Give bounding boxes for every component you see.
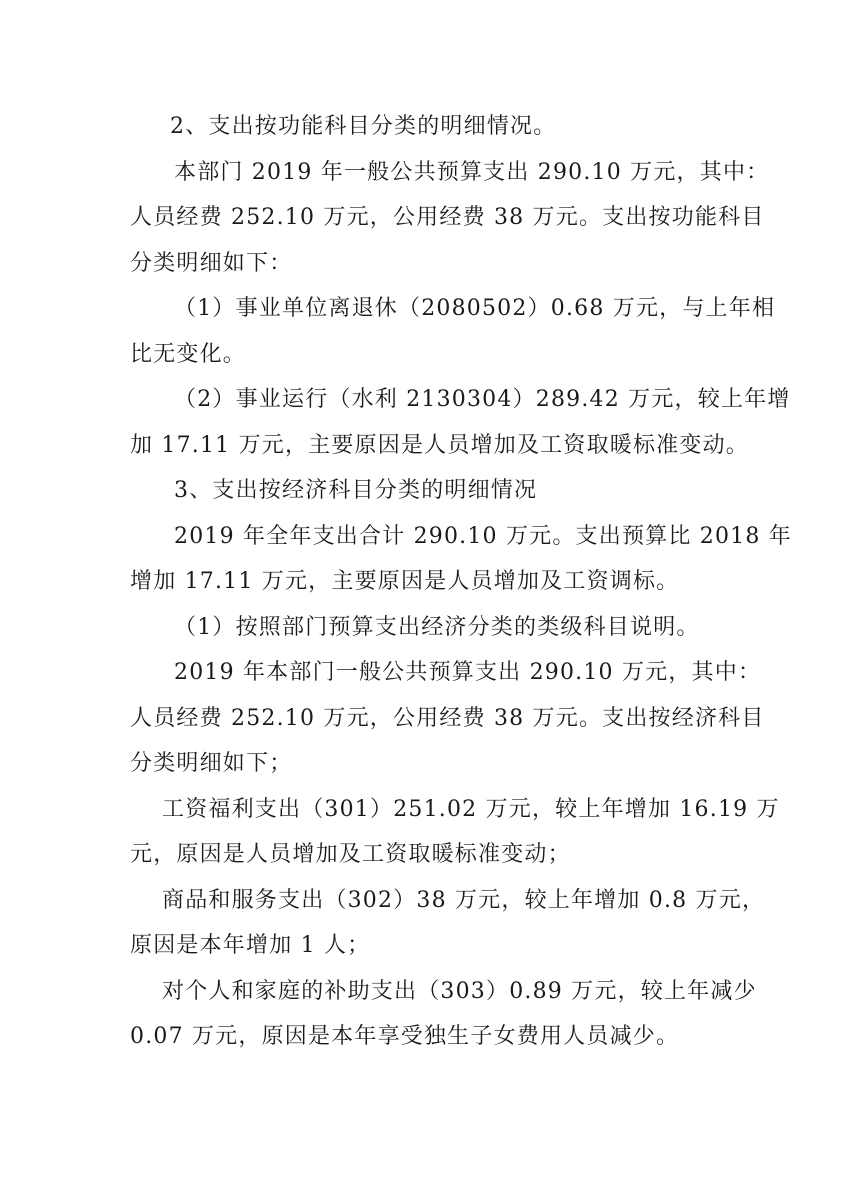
paragraph-line: 0.07 万元，原因是本年享受独生子女费用人员减少。 (130, 1024, 680, 1049)
paragraph-line: 2019 年本部门一般公共预算支出 290.10 万元，其中： (174, 660, 762, 685)
paragraph-line: 原因是本年增加 1 人； (130, 933, 371, 958)
paragraph-line: 本部门 2019 年一般公共预算支出 290.10 万元，其中： (174, 160, 770, 185)
paragraph-line: 工资福利支出（301）251.02 万元，较上年增加 16.19 万 (162, 797, 780, 822)
paragraph-line: 增加 17.11 万元，主要原因是人员增加及工资调标。 (130, 569, 680, 594)
paragraph-line: 加 17.11 万元，主要原因是人员增加及工资取暖标准变动。 (130, 433, 749, 458)
paragraph-line: 比无变化。 (130, 342, 247, 367)
paragraph-line: 对个人和家庭的补助支出（303）0.89 万元，较上年减少 (162, 979, 757, 1004)
paragraph-line: 元，原因是人员增加及工资取暖标准变动； (130, 842, 571, 867)
heading-functional-classification: 2、支出按功能科目分类的明细情况。 (170, 114, 557, 139)
paragraph-line: 人员经费 252.10 万元，公用经费 38 万元。支出按经济科目 (130, 706, 765, 731)
paragraph-line: （2）事业运行（水利 2130304）289.42 万元，较上年增 (174, 387, 791, 412)
paragraph-line: 商品和服务支出（302）38 万元，较上年增加 0.8 万元， (162, 888, 766, 913)
paragraph-line: 人员经费 252.10 万元，公用经费 38 万元。支出按功能科目 (130, 205, 765, 230)
heading-economic-classification: 3、支出按经济科目分类的明细情况 (174, 478, 538, 503)
paragraph-line: （1）事业单位离退休（2080502）0.68 万元，与上年相 (174, 296, 776, 321)
paragraph-line: （1）按照部门预算支出经济分类的类级科目说明。 (174, 615, 700, 640)
paragraph-line: 2019 年全年支出合计 290.10 万元。支出预算比 2018 年 (174, 524, 792, 549)
paragraph-line: 分类明细如下： (130, 251, 293, 276)
paragraph-line: 分类明细如下； (130, 751, 293, 776)
